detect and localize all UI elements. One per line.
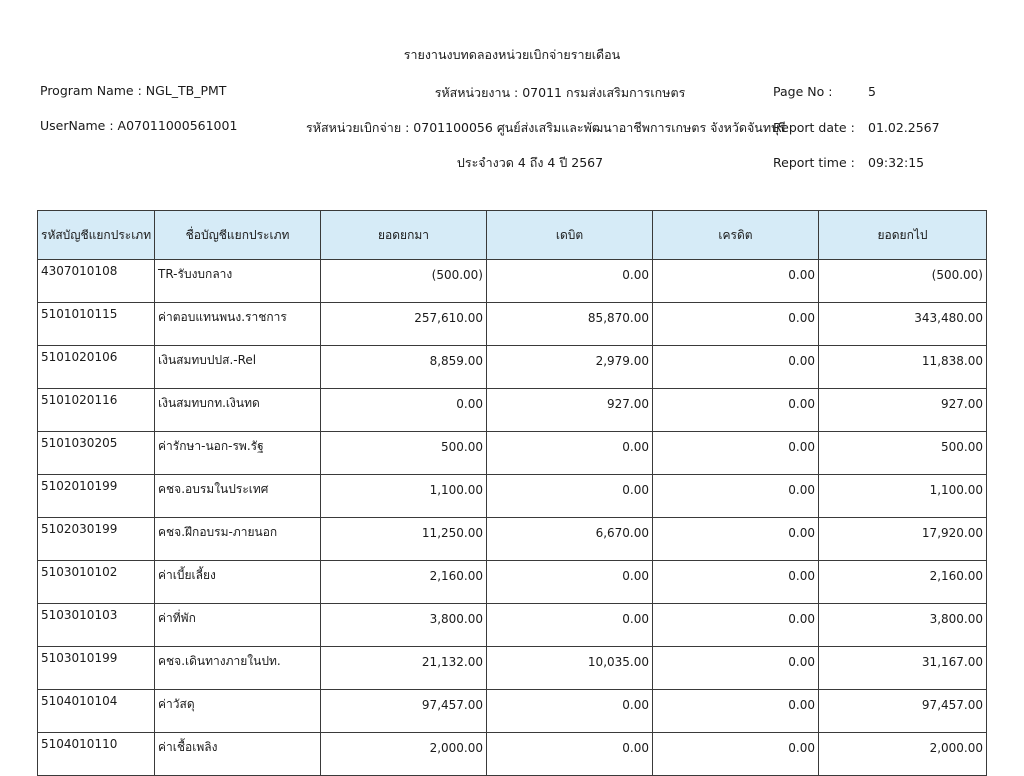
column-header-debit: เดบิต (487, 211, 653, 260)
cell-opening-balance: 2,000.00 (321, 733, 487, 776)
cell-closing-balance: 17,920.00 (819, 518, 987, 561)
table-row (38, 733, 987, 776)
table-row (38, 432, 987, 475)
username: UserName : A07011000561001 (40, 118, 238, 133)
program-name: Program Name : NGL_TB_PMT (40, 83, 227, 98)
report-title: รายงานงบทดลองหน่วยเบิกจ่ายรายเดือน (403, 47, 621, 62)
table-row (38, 475, 987, 518)
cell-debit: 0.00 (487, 475, 653, 518)
table-row (38, 604, 987, 647)
table-row (38, 647, 987, 690)
cell-credit: 0.00 (653, 389, 819, 432)
cell-account-name: ค่าตอบแทนพนง.ราชการ (155, 303, 321, 346)
disbursement-unit: รหัสหน่วยเบิกจ่าย : 0701100056 ศูนย์ส่งเสริมและพัฒนาอาชีพการเกษตร จังหวัดจันทบุรี (306, 120, 786, 135)
table-row (38, 346, 987, 389)
cell-account-code: 5102030199 (38, 518, 155, 561)
column-header-account-name: ชื่อบัญชีแยกประเภท (155, 211, 321, 260)
cell-closing-balance: 3,800.00 (819, 604, 987, 647)
cell-account-name: คชจ.อบรมในประเทศ (155, 475, 321, 518)
cell-opening-balance: 11,250.00 (321, 518, 487, 561)
cell-account-name: ค่าเชื้อเพลิง (155, 733, 321, 776)
cell-opening-balance: (500.00) (321, 260, 487, 303)
cell-credit: 0.00 (653, 604, 819, 647)
agency-code: รหัสหน่วยงาน : 07011 กรมส่งเสริมการเกษตร (434, 85, 686, 100)
column-header-account-code: รหัสบัญชีแยกประเภท (38, 211, 155, 260)
cell-closing-balance: 343,480.00 (819, 303, 987, 346)
cell-credit: 0.00 (653, 475, 819, 518)
table-row (38, 389, 987, 432)
cell-closing-balance: 2,160.00 (819, 561, 987, 604)
cell-account-name: ค่าที่พัก (155, 604, 321, 647)
cell-account-code: 5101030205 (38, 432, 155, 475)
cell-credit: 0.00 (653, 518, 819, 561)
cell-closing-balance: 927.00 (819, 389, 987, 432)
cell-debit: 6,670.00 (487, 518, 653, 561)
cell-opening-balance: 2,160.00 (321, 561, 487, 604)
cell-account-name: คชจ.เดินทางภายในปท. (155, 647, 321, 690)
cell-account-code: 5104010104 (38, 690, 155, 733)
cell-opening-balance: 500.00 (321, 432, 487, 475)
cell-account-name: คชจ.ฝึกอบรม-ภายนอก (155, 518, 321, 561)
cell-account-code: 5102010199 (38, 475, 155, 518)
table-row (38, 303, 987, 346)
column-header-opening-balance: ยอดยกมา (321, 211, 487, 260)
cell-account-code: 5103010199 (38, 647, 155, 690)
cell-closing-balance: (500.00) (819, 260, 987, 303)
cell-debit: 2,979.00 (487, 346, 653, 389)
cell-account-code: 5104010110 (38, 733, 155, 776)
cell-account-name: ค่าเบี้ยเลี้ยง (155, 561, 321, 604)
cell-credit: 0.00 (653, 690, 819, 733)
cell-opening-balance: 21,132.00 (321, 647, 487, 690)
cell-account-code: 5101020116 (38, 389, 155, 432)
cell-account-code: 4307010108 (38, 260, 155, 303)
cell-credit: 0.00 (653, 647, 819, 690)
report-time-label: Report time : (773, 155, 855, 170)
column-header-credit: เครดิต (653, 211, 819, 260)
cell-closing-balance: 31,167.00 (819, 647, 987, 690)
cell-debit: 85,870.00 (487, 303, 653, 346)
cell-debit: 0.00 (487, 561, 653, 604)
cell-opening-balance: 257,610.00 (321, 303, 487, 346)
cell-debit: 0.00 (487, 604, 653, 647)
cell-debit: 10,035.00 (487, 647, 653, 690)
table-row (38, 690, 987, 733)
table-row (38, 561, 987, 604)
cell-account-name: เงินสมทบกท.เงินทด (155, 389, 321, 432)
cell-debit: 927.00 (487, 389, 653, 432)
cell-account-name: TR-รับงบกลาง (155, 260, 321, 303)
cell-closing-balance: 1,100.00 (819, 475, 987, 518)
report-period: ประจำงวด 4 ถึง 4 ปี 2567 (456, 155, 604, 170)
cell-account-name: เงินสมทบปปส.-Rel (155, 346, 321, 389)
cell-opening-balance: 0.00 (321, 389, 487, 432)
page-number-label: Page No : (773, 84, 833, 99)
cell-closing-balance: 2,000.00 (819, 733, 987, 776)
cell-account-code: 5103010103 (38, 604, 155, 647)
cell-credit: 0.00 (653, 303, 819, 346)
cell-account-code: 5103010102 (38, 561, 155, 604)
cell-debit: 0.00 (487, 260, 653, 303)
report-date-value: 01.02.2567 (868, 120, 940, 135)
cell-account-name: ค่าวัสดุ (155, 690, 321, 733)
table-row (38, 518, 987, 561)
cell-opening-balance: 3,800.00 (321, 604, 487, 647)
cell-debit: 0.00 (487, 432, 653, 475)
cell-credit: 0.00 (653, 733, 819, 776)
cell-opening-balance: 8,859.00 (321, 346, 487, 389)
page-number-value: 5 (868, 84, 876, 99)
cell-credit: 0.00 (653, 260, 819, 303)
cell-closing-balance: 97,457.00 (819, 690, 987, 733)
cell-credit: 0.00 (653, 561, 819, 604)
table-row (38, 260, 987, 303)
cell-credit: 0.00 (653, 346, 819, 389)
cell-credit: 0.00 (653, 432, 819, 475)
cell-debit: 0.00 (487, 733, 653, 776)
report-time-value: 09:32:15 (868, 155, 925, 170)
cell-opening-balance: 97,457.00 (321, 690, 487, 733)
cell-opening-balance: 1,100.00 (321, 475, 487, 518)
cell-closing-balance: 11,838.00 (819, 346, 987, 389)
cell-account-name: ค่ารักษา-นอก-รพ.รัฐ (155, 432, 321, 475)
trial-balance-table (37, 210, 987, 776)
cell-debit: 0.00 (487, 690, 653, 733)
column-header-closing-balance: ยอดยกไป (819, 211, 987, 260)
cell-account-code: 5101020106 (38, 346, 155, 389)
report-date-label: Report date : (773, 120, 855, 135)
cell-closing-balance: 500.00 (819, 432, 987, 475)
table-header-row (38, 211, 987, 260)
cell-account-code: 5101010115 (38, 303, 155, 346)
